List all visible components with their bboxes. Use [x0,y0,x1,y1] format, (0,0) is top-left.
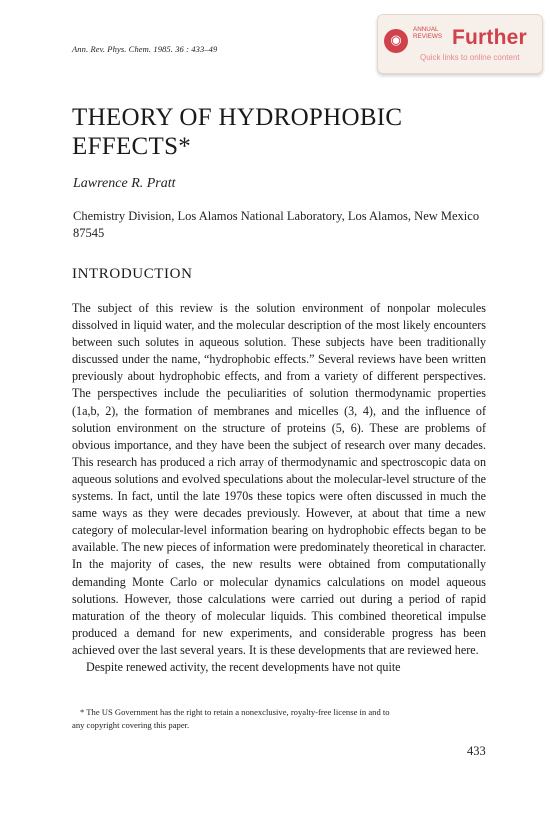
further-label: Further [452,26,527,49]
footnote-line: any copyright covering this paper. [72,720,190,730]
annual-reviews-label: ANNUAL REVIEWS [413,26,443,40]
article-body [72,300,486,676]
annual-reviews-logo-icon: ◉ [384,29,408,53]
body-paragraph: The subject of this review is the solution environment of nonpolar molecules dissolved in liquid water, and the molecular description of the most likely encounters between such solutes in aqueous solution. These subjects have been traditionally discussed under the name, “hydrophobic effects.” Several reviews have been written previously about hydrophobic effects, and from a variety of different perspectives. The perspectives include the peculiarities of solution thermodynamic properties (1a,b, 2), the formation of membranes and micelles (3, 4), and the influence of solution environment on the structure of proteins (5, 6). These are problems of obvious importance, and they have been the subject of research over many decades. This research has produced a rich array of thermodynamic and spectroscopic data on aqueous solutions and evolved speculations about the molecular-level structure of the systems. In fact, until the late 1970s these topics were often discussed in much the same ways as they were decades previously. However, at about that time a new category of molecular-level information bearing on hydrophobic effects began to be available. The new pieces of information were predominately theoretical in character. In the majority of cases, the new results were obtained from computationally demanding Monte Carlo or molecular dynamics calculations on model aqueous solutions. However, those calculations were carried out during a period of rapid maturation of the theory of molecular liquids. This combined theoretical impulse produced a demand for new experiments, and considerable progress has been achieved over the last several years. It is these developments that are reviewed here. [72,301,486,657]
body-paragraph: Despite renewed activity, the recent developments have not quite [86,659,401,674]
author-affiliation: Chemistry Division, Los Alamos National Laboratory, Los Alamos, New Mexico 87545 [73,209,480,240]
annual-reviews-further-badge[interactable] [377,14,543,74]
footnote-line: * The US Government has the right to retain a nonexclusive, royalty-free license in and to [80,707,390,717]
footnote [72,706,492,732]
page-number: 433 [467,744,486,758]
quick-links-label: Quick links to online content [420,53,520,62]
journal-reference: Ann. Rev. Phys. Chem. 1985. 36 : 433–49 [72,44,218,54]
article-title: THEORY OF HYDROPHOBIC EFFECTS* [72,104,403,160]
section-heading: INTRODUCTION [72,266,193,282]
author-name: Lawrence R. Pratt [73,176,176,191]
